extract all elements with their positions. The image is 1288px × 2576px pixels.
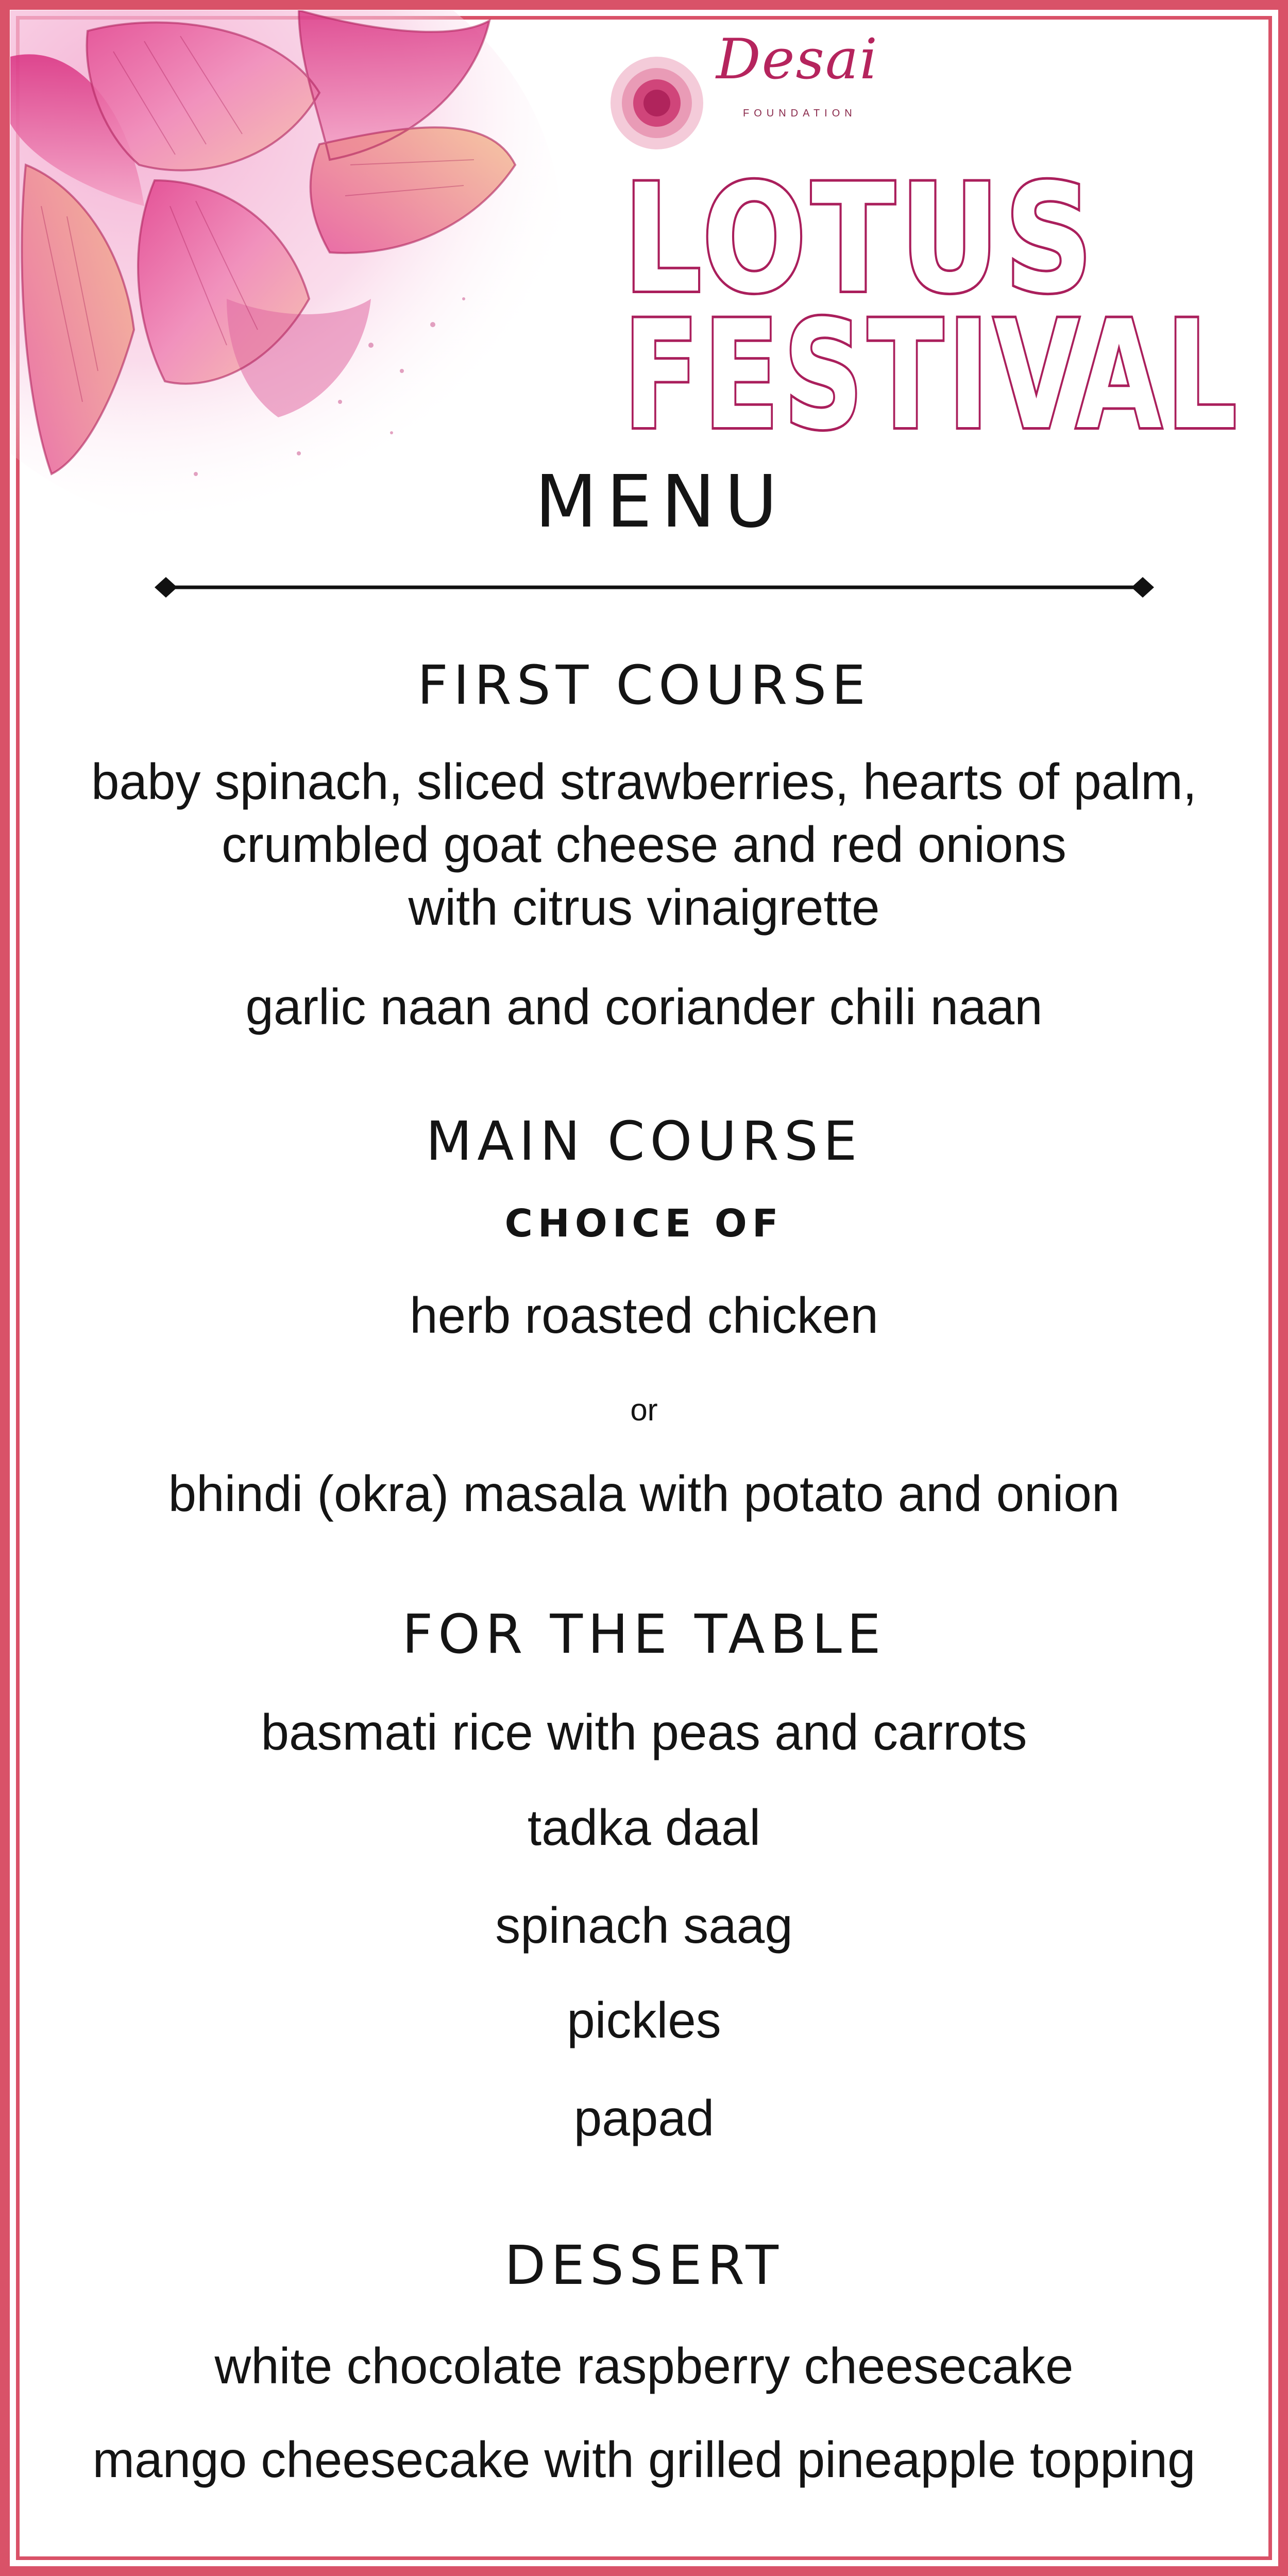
main-course-item: bhindi (okra) masala with potato and onion: [168, 1465, 1120, 1522]
dessert-item: white chocolate raspberry cheesecake: [214, 2337, 1074, 2394]
divider-rule: [155, 572, 1154, 603]
dessert-heading: DESSERT: [504, 2234, 784, 2297]
for-the-table-item: pickles: [567, 1992, 721, 2048]
first-course-item: baby spinach, sliced strawberries, hearts of palm,: [91, 753, 1197, 810]
logo-wordmark: Desai: [716, 27, 878, 92]
logo-subtitle: FOUNDATION: [743, 108, 857, 119]
first-course-heading: FIRST COURSE: [417, 654, 871, 717]
for-the-table-item: papad: [573, 2090, 715, 2146]
for-the-table-item: tadka daal: [527, 1799, 761, 1856]
first-course-item: with citrus vinaigrette: [408, 879, 880, 936]
event-title-line-2: FESTIVAL: [623, 289, 1242, 463]
for-the-table-item: spinach saag: [495, 1897, 793, 1954]
dessert-item: mango cheesecake with grilled pineapple topping: [92, 2431, 1196, 2488]
menu-heading: MENU: [535, 460, 787, 544]
first-course-item: garlic naan and coriander chili naan: [245, 978, 1043, 1035]
event-title-line-1: LOTUS: [623, 152, 1098, 326]
main-course-heading: MAIN COURSE: [426, 1110, 862, 1173]
first-course-item: crumbled goat cheese and red onions: [222, 816, 1066, 873]
logo-emblem-icon: [608, 52, 711, 155]
main-course-subheading: CHOICE OF: [504, 1201, 784, 1246]
main-course-item: herb roasted chicken: [410, 1287, 878, 1344]
for-the-table-heading: FOR THE TABLE: [402, 1603, 886, 1666]
main-course-or: or: [630, 1393, 658, 1427]
desai-foundation-logo: [608, 27, 878, 155]
for-the-table-item: basmati rice with peas and carrots: [261, 1704, 1027, 1760]
